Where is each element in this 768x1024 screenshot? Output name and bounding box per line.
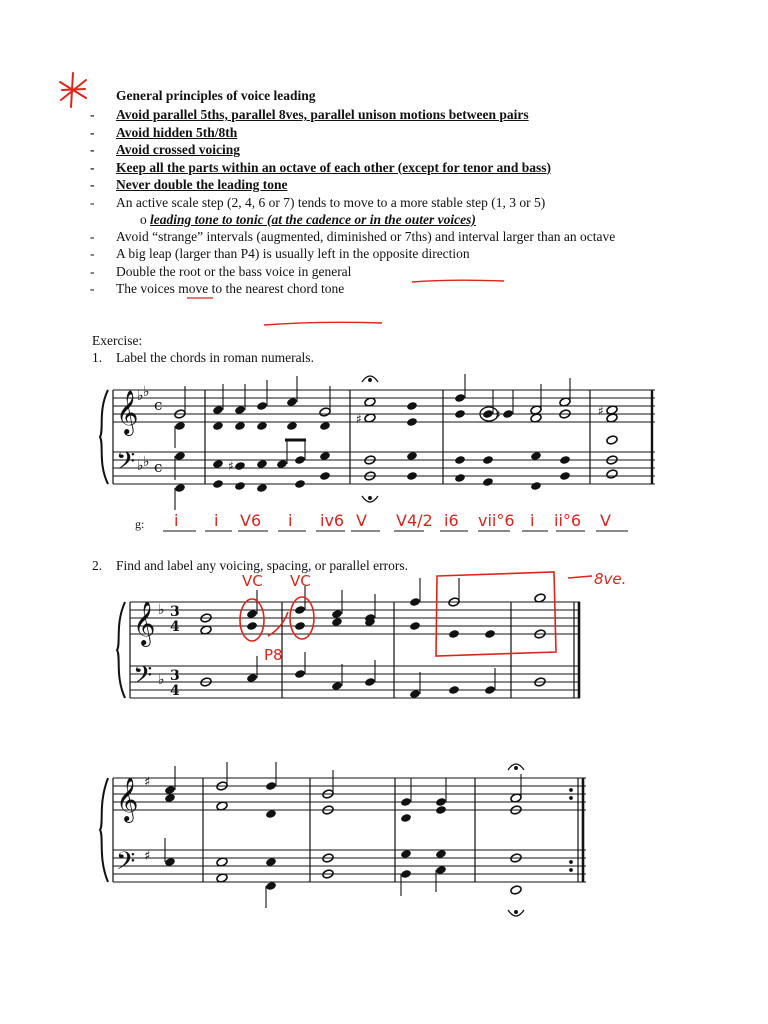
notes-system-3 xyxy=(164,781,522,895)
treble-staff-1 xyxy=(113,390,655,422)
common-time-icon: c xyxy=(154,396,163,414)
red-underline-opposite-direction xyxy=(412,280,504,282)
octave-box xyxy=(436,572,556,656)
brace-1 xyxy=(100,390,108,484)
svg-text:i: i xyxy=(288,511,293,530)
treble-clef-icon: 𝄞 xyxy=(116,390,139,434)
staff-system-3 xyxy=(100,778,586,882)
svg-text:ii°6: ii°6 xyxy=(554,511,582,530)
svg-text:♯: ♯ xyxy=(356,412,362,426)
clefs-2 xyxy=(133,601,180,699)
section-heading: General principles of voice leading xyxy=(116,88,316,103)
rule-item: - An active scale step (2, 4, 6 or 7) tends to move to a more stable step (1, 3 or 5) xyxy=(90,194,546,210)
flat-icon: ♭ xyxy=(137,458,144,474)
handwritten-roman-numerals xyxy=(174,511,611,530)
notes-system-1 xyxy=(174,393,618,493)
notes-system-2 xyxy=(200,593,546,699)
svg-text:VC: VC xyxy=(242,572,263,590)
svg-text:i6: i6 xyxy=(444,511,459,530)
rule-item: - Double the root or the bass voice in general xyxy=(90,263,352,279)
svg-text:♯: ♯ xyxy=(495,408,501,422)
time-sig-4: 4 xyxy=(170,619,180,635)
arrow-line xyxy=(568,576,592,578)
rule-item: - Avoid hidden 5th/8th xyxy=(90,124,238,140)
stems-2 xyxy=(257,578,495,694)
flat-icon: ♭ xyxy=(158,672,165,688)
svg-text:V: V xyxy=(356,511,367,530)
svg-text:♯: ♯ xyxy=(228,459,234,473)
svg-text:i: i xyxy=(214,511,219,530)
svg-text:P8: P8 xyxy=(264,646,283,664)
question-2: 2. Find and label any voicing, spacing, or parallel errors. xyxy=(92,558,409,573)
flat-icon: ♭ xyxy=(158,602,165,618)
common-time-icon: c xyxy=(154,458,163,476)
exercise-label: Exercise: xyxy=(92,333,143,348)
barlines-1 xyxy=(113,390,652,484)
rule-item: - Keep all the parts within an octave of each other (except for tenor and bass) xyxy=(90,159,551,175)
bass-clef-icon: 𝄢 xyxy=(116,847,136,882)
sharp-icon: ♯ xyxy=(144,849,151,864)
time-sig-4: 4 xyxy=(170,683,180,699)
sharp-icon: ♯ xyxy=(144,775,151,790)
rule-item: - Never double the leading tone xyxy=(90,177,288,192)
staff-system-1 xyxy=(100,390,655,484)
key-label: g: xyxy=(135,517,145,531)
rule-item: - Avoid parallel 5ths, parallel 8ves, parallel unison motions between pairs xyxy=(90,107,529,122)
stems-1 xyxy=(175,374,570,510)
rule-item: - Avoid crossed voicing xyxy=(90,142,241,157)
svg-text:V: V xyxy=(600,511,611,530)
rule-subitem: o leading tone to tonic (at the cadence or in the outer voices) xyxy=(140,212,476,227)
rule-item: - The voices move to the nearest chord tone xyxy=(90,281,345,296)
red-underline-chord-tone xyxy=(264,322,382,325)
svg-text:V4/2: V4/2 xyxy=(396,511,433,530)
treble-clef-icon: 𝄞 xyxy=(133,601,156,645)
rule-item: - Avoid “strange” intervals (augmented, diminished or 7ths) and interval larger than an octave xyxy=(90,228,616,244)
svg-text:iv6: iv6 xyxy=(320,511,345,530)
bass-clef-icon: 𝄢 xyxy=(116,447,136,482)
svg-text:VC: VC xyxy=(290,572,311,590)
bass-staff-1 xyxy=(113,452,655,484)
circle-mark-vc1 xyxy=(240,599,264,641)
svg-text:i: i xyxy=(174,511,179,530)
rule-item: - A big leap (larger than P4) is usually left in the opposite direction xyxy=(90,246,470,261)
question-1: 1. Label the chords in roman numerals. xyxy=(92,350,314,365)
svg-text:♯: ♯ xyxy=(598,404,604,418)
treble-clef-icon: 𝄞 xyxy=(116,777,139,821)
svg-text:vii°6: vii°6 xyxy=(478,511,515,530)
red-labels-system-2 xyxy=(242,570,626,664)
flat-icon: ♭ xyxy=(143,454,150,470)
svg-text:V6: V6 xyxy=(240,511,262,530)
flat-icon: ♭ xyxy=(143,384,150,400)
time-sig-3: 3 xyxy=(170,668,180,684)
flat-icon: ♭ xyxy=(137,388,144,404)
staff-system-2 xyxy=(117,602,580,698)
time-sig-3: 3 xyxy=(170,604,180,620)
bass-clef-icon: 𝄢 xyxy=(133,661,153,696)
fermatas-1 xyxy=(362,376,498,502)
svg-text:8ve.: 8ve. xyxy=(594,570,627,588)
svg-text:i: i xyxy=(530,511,535,530)
clefs-1 xyxy=(116,384,162,482)
parallel-line xyxy=(268,612,288,636)
